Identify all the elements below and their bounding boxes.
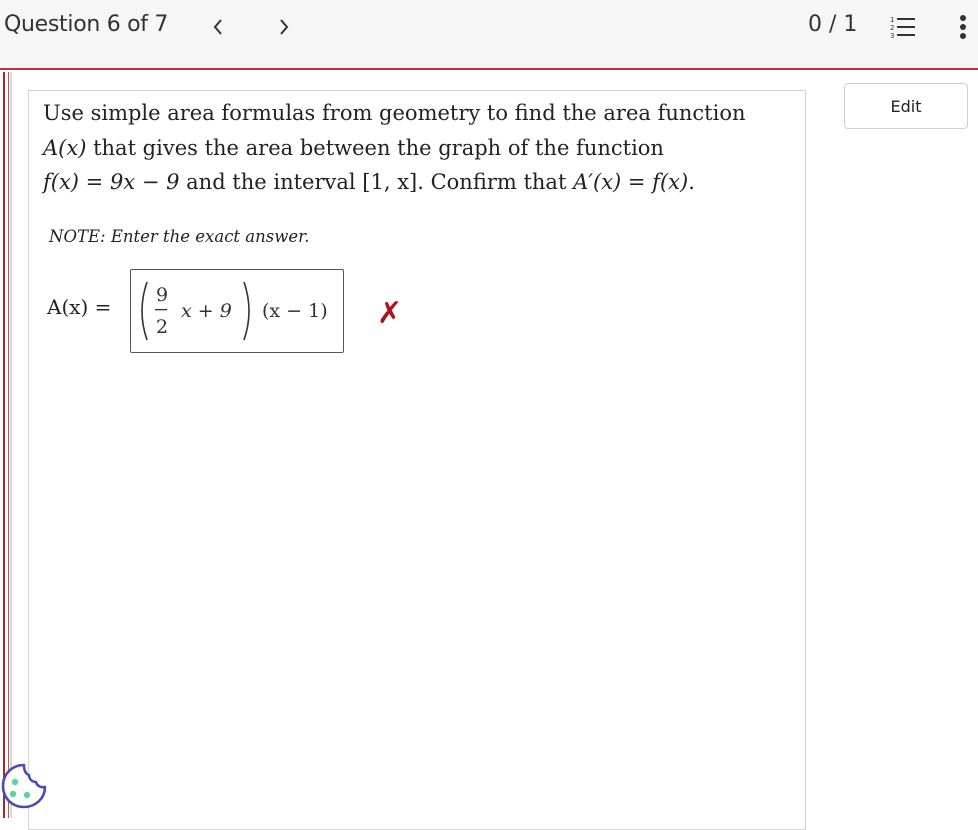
math-area-function: A(x) — [43, 135, 87, 160]
more-vertical-icon — [955, 12, 971, 42]
question-panel — [28, 90, 806, 830]
prompt-line-3 — [43, 165, 783, 200]
answer-factor: (x − 1) — [262, 300, 328, 322]
math-function-def: f(x) = 9x − 9 — [43, 170, 180, 194]
more-options-button[interactable] — [955, 12, 971, 42]
prompt-line-2 — [43, 131, 783, 166]
previous-question-button[interactable] — [207, 14, 229, 40]
cookie-settings-button[interactable] — [0, 760, 50, 814]
cookie-icon — [0, 760, 50, 814]
question-counter: Question 6 of 7 — [4, 12, 169, 37]
prompt-text: . Confirm that — [417, 170, 574, 194]
note-text: NOTE: Enter the exact answer. — [49, 227, 310, 246]
incorrect-mark-icon: ✗ — [377, 296, 403, 331]
svg-text:1: 1 — [890, 16, 895, 24]
math-interval: [1, x] — [362, 170, 418, 194]
edit-button[interactable]: Edit — [844, 83, 968, 129]
chevron-right-icon — [278, 18, 290, 36]
numbered-list-icon — [889, 14, 917, 40]
score-display: 0 / 1 — [808, 12, 858, 37]
next-question-button[interactable] — [273, 14, 295, 40]
question-list-button[interactable] — [889, 14, 917, 40]
prompt-text: . — [688, 170, 695, 194]
chevron-left-icon — [212, 18, 224, 36]
top-bar — [0, 0, 978, 70]
fraction-denominator: 2 — [156, 316, 169, 338]
svg-text:2: 2 — [890, 24, 895, 32]
prompt-line-1: Use simple area formulas from geometry to find the area function — [43, 101, 746, 125]
accent-bar-divider — [10, 72, 12, 818]
answer-input[interactable] — [130, 269, 344, 353]
fraction-numerator: 9 — [156, 284, 169, 306]
accent-bar-inner — [8, 72, 9, 818]
prompt-text: that gives the area between the graph of the function — [86, 135, 664, 160]
answer-term: x + 9 — [181, 300, 232, 322]
answer-expression — [131, 270, 345, 354]
prompt-text: and the interval — [179, 170, 363, 194]
accent-bar — [3, 72, 5, 818]
answer-label: A(x) = — [47, 295, 112, 319]
svg-text:3: 3 — [890, 32, 895, 40]
question-prompt — [43, 96, 783, 200]
math-derivative-check: A′(x) = f(x) — [573, 170, 689, 194]
